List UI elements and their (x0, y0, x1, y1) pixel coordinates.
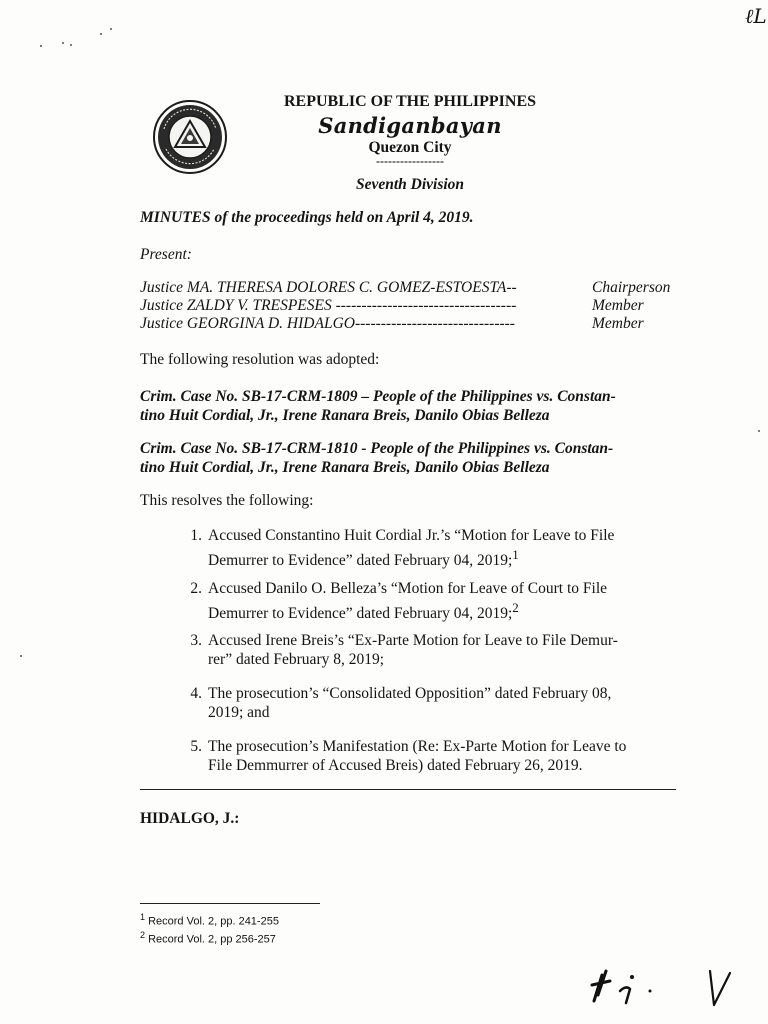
footnote-divider (140, 903, 320, 904)
case-caption-line: Crim. Case No. SB-17-CRM-1810 - People of the Philippines vs. Constan- (140, 440, 614, 457)
footnote-number: 2 (140, 930, 146, 940)
list-item-line: Accused Constantino Huit Cordial Jr.’s “Motion for Leave to File (208, 527, 615, 544)
list-item-line: Demurrer to Evidence” dated February 04, 2019; (208, 552, 513, 570)
list-item-number: 1. (190, 527, 202, 544)
list-item-line: 2019; and (208, 704, 270, 721)
justice-name: Justice MA. THERESA DOLORES C. GOMEZ-ESTOESTA-- (140, 279, 517, 296)
corner-initial-mark: ℓL (745, 4, 767, 28)
list-item-number: 3. (190, 632, 202, 649)
minutes-title: MINUTES of the proceedings held on April 4, 2019. (140, 209, 474, 226)
footnote-number: 1 (140, 912, 146, 922)
scan-speck (70, 44, 72, 46)
footnote-text: Record Vol. 2, pp. 241-255 (148, 915, 279, 928)
justice-name: Justice ZALDY V. TRESPESES ----------------------------------- (140, 297, 517, 314)
header-dash-rule: ----------------- (376, 154, 444, 168)
list-item-line: The prosecution’s “Consolidated Opposition” dated February 08, (208, 685, 612, 702)
case-caption-line: tino Huit Cordial, Jr., Irene Ranara Breis, Danilo Obias Belleza (140, 407, 550, 424)
list-item-line: The prosecution’s Manifestation (Re: Ex-Parte Motion for Leave to (208, 738, 627, 755)
list-item-number: 2. (190, 580, 202, 597)
justice-role: Member (592, 315, 644, 332)
section-divider (140, 789, 676, 790)
court-name: Sandiganbayan (318, 113, 502, 138)
scan-speck (62, 42, 64, 44)
footnote-ref[interactable]: 1 (512, 547, 519, 562)
case-caption-line: tino Huit Cordial, Jr., Irene Ranara Breis, Danilo Obias Belleza (140, 459, 550, 476)
list-item-number: 4. (190, 685, 202, 702)
scan-speck (110, 28, 112, 30)
footnote-text: Record Vol. 2, pp 256-257 (148, 933, 276, 946)
footnote-ref[interactable]: 2 (512, 600, 519, 615)
list-item-line: File Demmurrer of Accused Breis) dated February 26, 2019. (208, 757, 583, 774)
ponente-heading: HIDALGO, J.: (140, 810, 240, 827)
scan-speck (20, 655, 22, 657)
division-name: Seventh Division (355, 176, 465, 193)
list-item-line: Accused Irene Breis’s “Ex-Parte Motion for Leave to File Demur- (208, 632, 618, 649)
sandiganbayan-seal-icon (152, 99, 228, 175)
footnote (140, 912, 279, 928)
republic-heading: REPUBLIC OF THE PHILIPPINES (283, 93, 537, 110)
footnote (140, 930, 276, 946)
resolution-intro: The following resolution was adopted: (140, 351, 380, 368)
justice-name: Justice GEORGINA D. HIDALGO------------------------------- (140, 315, 515, 332)
justice-role: Member (592, 297, 644, 314)
case-caption (140, 439, 685, 477)
case-caption (140, 387, 685, 425)
resolves-intro: This resolves the following: (140, 492, 314, 509)
list-item-number: 5. (190, 738, 202, 755)
list-item-line: rer” dated February 8, 2019; (208, 651, 385, 668)
list-item-line: Accused Danilo O. Belleza’s “Motion for Leave of Court to File (208, 580, 608, 597)
case-caption-line: Crim. Case No. SB-17-CRM-1809 – People of the Philippines vs. Constan- (140, 388, 616, 405)
justice-role: Chairperson (592, 279, 671, 296)
court-city: Quezon City (368, 139, 452, 156)
handwritten-initials (580, 955, 750, 1015)
present-label: Present: (140, 246, 192, 263)
signature-initials-icon (580, 955, 750, 1015)
list-item-line: Demurrer to Evidence” dated February 04, 2019; (208, 605, 513, 623)
scan-speck (100, 33, 102, 35)
scan-speck (40, 45, 42, 47)
scan-speck (758, 430, 760, 432)
court-seal (152, 99, 228, 175)
